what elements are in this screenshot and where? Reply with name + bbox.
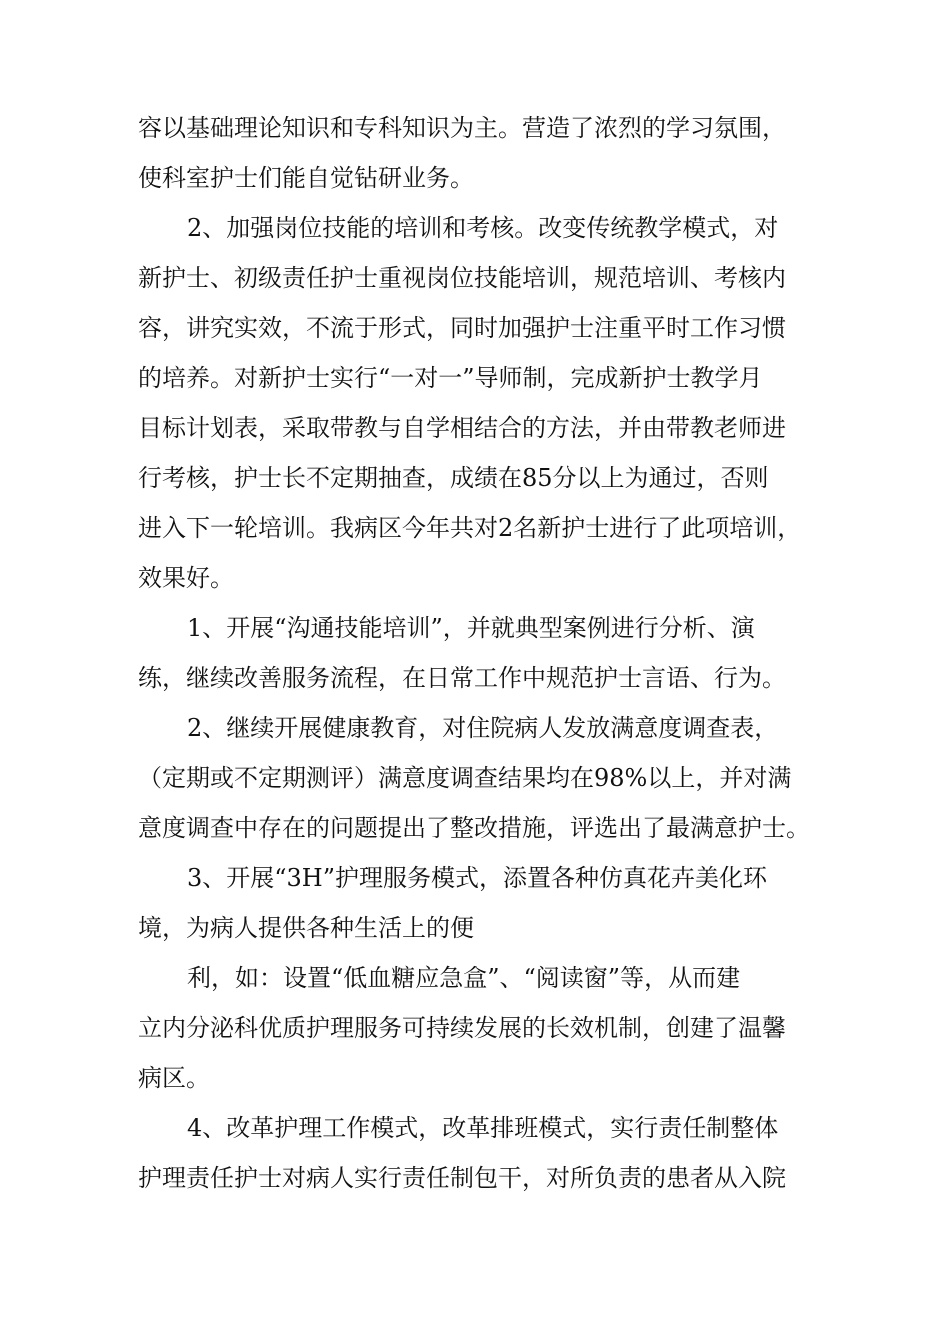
- text-line: 容以基础理论知识和专科知识为主。营造了浓烈的学习氛围，: [138, 114, 786, 142]
- text-line: 容，讲究实效，不流于形式，同时加强护士注重平时工作习惯: [138, 314, 786, 342]
- text-line: 立内分泌科优质护理服务可持续发展的长效机制，创建了温馨: [138, 1014, 786, 1042]
- paragraph-start-line: 利，如：设置“低血糖应急盒”、“阅读窗”等，从而建: [187, 964, 741, 992]
- text-line: 的培养。对新护士实行“一对一”导师制，完成新护士教学月: [138, 364, 763, 392]
- paragraph-start-line: 3、开展“3H”护理服务模式，添置各种仿真花卉美化环: [187, 864, 768, 892]
- text-line: 意度调查中存在的问题提出了整改措施，评选出了最满意护士。: [138, 814, 810, 842]
- text-line: 使科室护士们能自觉钻研业务。: [138, 164, 474, 192]
- text-line: 病区。: [138, 1064, 210, 1092]
- text-line: 境，为病人提供各种生活上的便: [138, 914, 474, 942]
- text-line: 效果好。: [138, 564, 234, 592]
- paragraph-start-line: 2、加强岗位技能的培训和考核。改变传统教学模式，对: [187, 214, 779, 242]
- text-line: 练，继续改善服务流程，在日常工作中规范护士言语、行为。: [138, 664, 786, 692]
- text-line: 行考核，护士长不定期抽查，成绩在85分以上为通过，否则: [138, 464, 769, 492]
- text-line: 进入下一轮培训。我病区今年共对2名新护士进行了此项培训，: [138, 514, 802, 542]
- paragraph-start-line: 4、改革护理工作模式，改革排班模式，实行责任制整体: [187, 1114, 779, 1142]
- paragraph-start-line: 1、开展“沟通技能培训”，并就典型案例进行分析、演: [187, 614, 755, 642]
- paragraph-start-line: 2、继续开展健康教育，对住院病人发放满意度调查表，: [187, 714, 779, 742]
- text-line: 新护士、初级责任护士重视岗位技能培训，规范培训、考核内: [138, 264, 786, 292]
- text-line: 护理责任护士对病人实行责任制包干，对所负责的患者从入院: [138, 1164, 786, 1192]
- text-line: 目标计划表，采取带教与自学相结合的方法，并由带教老师进: [138, 414, 786, 442]
- text-line: （定期或不定期测评）满意度调查结果均在98%以上，并对满: [138, 764, 792, 792]
